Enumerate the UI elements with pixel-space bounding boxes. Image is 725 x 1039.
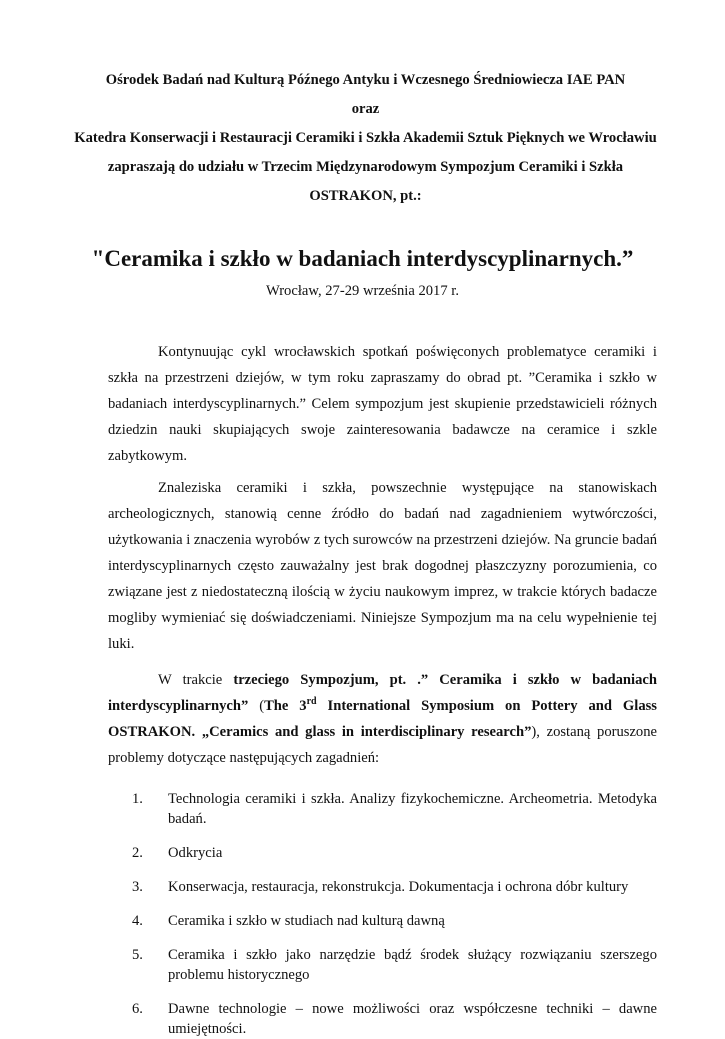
p3-text-2: ( <box>248 698 265 714</box>
p3-text-1: W trakcie <box>158 672 234 688</box>
p3-bold-2a: The 3 <box>264 698 307 714</box>
invitation-line: zapraszają do udziału w Trzecim Międzynarodowym Sympozjum Ceramiki i Szkła <box>107 159 624 175</box>
list-item <box>132 843 657 863</box>
invitation-header <box>68 66 663 211</box>
list-text: Odkrycia <box>168 845 223 861</box>
list-number: 5. <box>132 947 143 963</box>
list-number: 4. <box>132 913 143 929</box>
list-text: Technologia ceramiki i szkła. Analizy fizykochemiczne. Archeometria. Metodyka badań. <box>168 791 657 827</box>
list-item <box>132 999 657 1039</box>
p3-bold-1: trzeciego Sympozjum, pt. .” Ceramika i szkło w badaniach interdyscyplinarnych” <box>108 672 657 714</box>
topics-intro-paragraph <box>108 667 657 771</box>
co-organizer-line: Katedra Konserwacji i Restauracji Ceramiki i Szkła Akademii Sztuk Pięknych we Wrocławiu <box>74 130 657 146</box>
list-number: 6. <box>132 1001 143 1017</box>
symposium-title: "Ceramika i szkło w badaniach interdyscyplinarnych.” <box>91 246 634 271</box>
context-paragraph: Znaleziska ceramiki i szkła, powszechnie występujące na stanowiskach archeologicznych, stanowią cenne źródło do badań nad zagadnieniem wytwórczości, użytkowania i znaczenia wyrobów z tych surowców na przestrzeni dziejów. Na gruncie badań interdyscyplinarnych często zauważalny jest brak dogodnej płaszczyzny porozumienia, co związane jest z niedostateczną ilością w życiu naukowym imprez, w trakcie których badacze mogliby wymieniać się doświadczeniami. Niniejsze Sympozjum ma na celu wypełnienie tej luki. <box>108 480 657 652</box>
list-text: Dawne technologie – nowe możliwości oraz współczesne techniki – dawne umiejętności. <box>168 1001 657 1037</box>
list-text: Ceramika i szkło jako narzędzie bądź środek służący rozwiązaniu szerszego problemu historycznego <box>168 947 657 983</box>
list-item <box>132 945 657 985</box>
list-item <box>132 789 657 829</box>
intro-paragraph: Kontynuując cykl wrocławskich spotkań poświęconych problematyce ceramiki i szkła na przestrzeni dziejów, w tym roku zapraszamy do obrad pt. ”Ceramika i szkło w badaniach interdyscyplinarnych.” Celem sympozjum jest skupienie przedstawicieli różnych dziedzin nauki skupiających swoje zainteresowania badawcze na ceramice i szkle zabytkowym. <box>108 344 657 464</box>
list-item <box>132 911 657 931</box>
list-text: Ceramika i szkło w studiach nad kulturą dawną <box>168 913 445 929</box>
list-number: 3. <box>132 879 143 895</box>
organizer-line: Ośrodek Badań nad Kulturą Późnego Antyku i Wczesnego Średniowiecza IAE PAN <box>105 72 626 88</box>
p3-text-3: ), zostaną poruszone problemy dotyczące następujących zagadnień: <box>108 724 657 766</box>
ordinal-suffix: rd <box>306 696 317 708</box>
list-number: 2. <box>132 845 143 861</box>
symposium-name-line: OSTRAKON, pt.: <box>309 188 422 204</box>
list-item <box>132 877 657 897</box>
conjunction-line: oraz <box>351 101 380 117</box>
list-text: Konserwacja, restauracja, rekonstrukcja. Dokumentacja i ochrona dóbr kultury <box>168 879 629 895</box>
list-number: 1. <box>132 791 143 807</box>
place-date: Wrocław, 27-29 września 2017 r. <box>266 283 459 299</box>
p3-bold-3: International Symposium on Pottery and Glass OSTRAKON. „Ceramics and glass in interdisciplinary research” <box>108 698 657 740</box>
topics-list <box>108 789 657 1039</box>
